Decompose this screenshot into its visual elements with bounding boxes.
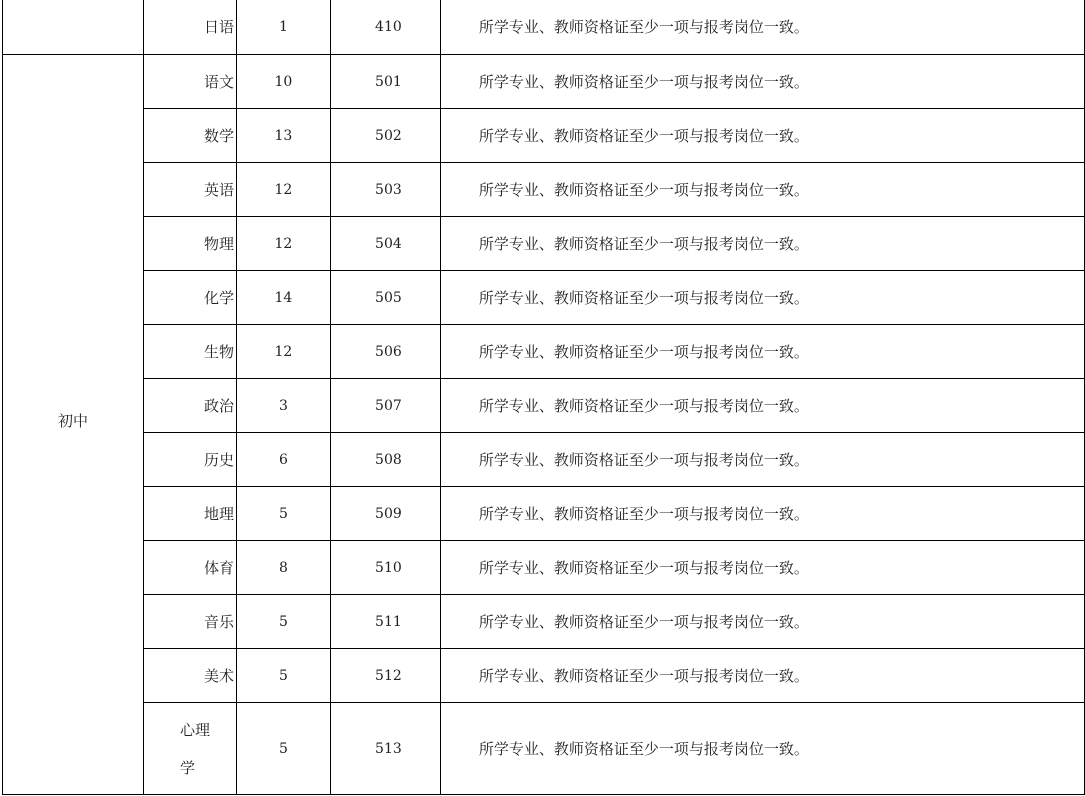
code-cell	[330, 433, 440, 487]
count-cell: 5	[236, 595, 330, 649]
code-cell	[330, 217, 440, 271]
subject-text: 体育	[204, 558, 235, 577]
table-row	[3, 163, 1085, 217]
code-text: 504	[375, 235, 402, 252]
level-text: 初中	[58, 412, 89, 430]
subject-cell	[144, 0, 237, 55]
level-cell-empty	[3, 0, 144, 55]
subject-text: 地理	[204, 504, 235, 523]
requirement-cell: 所学专业、教师资格证至少一项与报考岗位一致。	[440, 0, 1084, 55]
code-text: 512	[375, 667, 402, 684]
subject-cell	[144, 703, 237, 795]
code-text: 410	[375, 18, 402, 35]
subject-text: 音乐	[204, 612, 235, 631]
subject-text: 美术	[204, 666, 235, 685]
count-cell: 5	[236, 649, 330, 703]
code-cell	[330, 487, 440, 541]
count-cell: 8	[236, 541, 330, 595]
table-row	[3, 649, 1085, 703]
junior-high-group	[3, 55, 1085, 795]
count-cell: 6	[236, 433, 330, 487]
subject-cell	[144, 271, 237, 325]
requirement-cell: 所学专业、教师资格证至少一项与报考岗位一致。	[440, 271, 1084, 325]
requirement-cell: 所学专业、教师资格证至少一项与报考岗位一致。	[440, 487, 1084, 541]
table-row	[3, 55, 1085, 109]
subject-cell	[144, 433, 237, 487]
code-cell	[330, 595, 440, 649]
table-row	[3, 217, 1085, 271]
count-cell: 3	[236, 379, 330, 433]
code-cell	[330, 379, 440, 433]
table-row	[3, 271, 1085, 325]
table-row	[3, 487, 1085, 541]
requirement-cell: 所学专业、教师资格证至少一项与报考岗位一致。	[440, 703, 1084, 795]
table-body	[3, 0, 1085, 55]
code-cell	[330, 109, 440, 163]
code-cell	[330, 649, 440, 703]
code-cell	[330, 0, 440, 55]
requirement-cell: 所学专业、教师资格证至少一项与报考岗位一致。	[440, 163, 1084, 217]
requirement-cell: 所学专业、教师资格证至少一项与报考岗位一致。	[440, 433, 1084, 487]
count-cell: 14	[236, 271, 330, 325]
subject-cell	[144, 217, 237, 271]
subject-cell	[144, 541, 237, 595]
code-text: 507	[375, 397, 402, 414]
table-row	[3, 433, 1085, 487]
subject-cell	[144, 649, 237, 703]
subject-text: 语文	[204, 72, 235, 91]
code-text: 506	[375, 343, 402, 360]
subject-text: 生物	[204, 342, 235, 361]
requirement-cell: 所学专业、教师资格证至少一项与报考岗位一致。	[440, 649, 1084, 703]
code-cell	[330, 55, 440, 109]
subject-text: 日语	[204, 17, 235, 36]
subject-cell	[144, 325, 237, 379]
subject-text: 数学	[204, 126, 235, 145]
code-text: 508	[375, 451, 402, 468]
subject-text: 心理学	[180, 720, 211, 777]
positions-table	[2, 0, 1085, 795]
requirement-cell: 所学专业、教师资格证至少一项与报考岗位一致。	[440, 109, 1084, 163]
subject-cell	[144, 55, 237, 109]
count-cell: 5	[236, 487, 330, 541]
code-text: 509	[375, 505, 402, 522]
code-cell	[330, 271, 440, 325]
requirement-cell: 所学专业、教师资格证至少一项与报考岗位一致。	[440, 379, 1084, 433]
count-cell: 12	[236, 163, 330, 217]
count-cell: 13	[236, 109, 330, 163]
requirement-cell: 所学专业、教师资格证至少一项与报考岗位一致。	[440, 55, 1084, 109]
requirement-cell: 所学专业、教师资格证至少一项与报考岗位一致。	[440, 325, 1084, 379]
code-text: 511	[375, 613, 402, 630]
subject-text: 英语	[204, 180, 235, 199]
subject-cell	[144, 109, 237, 163]
table-row	[3, 109, 1085, 163]
code-text: 501	[375, 73, 402, 90]
code-text: 513	[375, 740, 402, 757]
table-row	[3, 703, 1085, 795]
subject-text: 政治	[204, 396, 235, 415]
subject-text: 物理	[204, 234, 235, 253]
table-row	[3, 541, 1085, 595]
subject-text: 化学	[204, 288, 235, 307]
code-cell	[330, 703, 440, 795]
code-cell	[330, 541, 440, 595]
count-cell: 1	[236, 0, 330, 55]
subject-cell	[144, 595, 237, 649]
count-cell: 12	[236, 217, 330, 271]
requirement-cell: 所学专业、教师资格证至少一项与报考岗位一致。	[440, 541, 1084, 595]
requirement-cell: 所学专业、教师资格证至少一项与报考岗位一致。	[440, 595, 1084, 649]
code-text: 502	[375, 127, 402, 144]
code-text: 503	[375, 181, 402, 198]
subject-cell	[144, 163, 237, 217]
code-text: 510	[375, 559, 402, 576]
count-cell: 10	[236, 55, 330, 109]
count-cell: 12	[236, 325, 330, 379]
count-cell: 5	[236, 703, 330, 795]
table-row	[3, 0, 1085, 55]
subject-cell	[144, 379, 237, 433]
code-cell	[330, 163, 440, 217]
table-row	[3, 325, 1085, 379]
subject-text: 历史	[204, 450, 235, 469]
code-text: 505	[375, 289, 402, 306]
code-cell	[330, 325, 440, 379]
level-cell	[3, 55, 144, 795]
table-row	[3, 595, 1085, 649]
table-row	[3, 379, 1085, 433]
subject-cell	[144, 487, 237, 541]
requirement-cell: 所学专业、教师资格证至少一项与报考岗位一致。	[440, 217, 1084, 271]
